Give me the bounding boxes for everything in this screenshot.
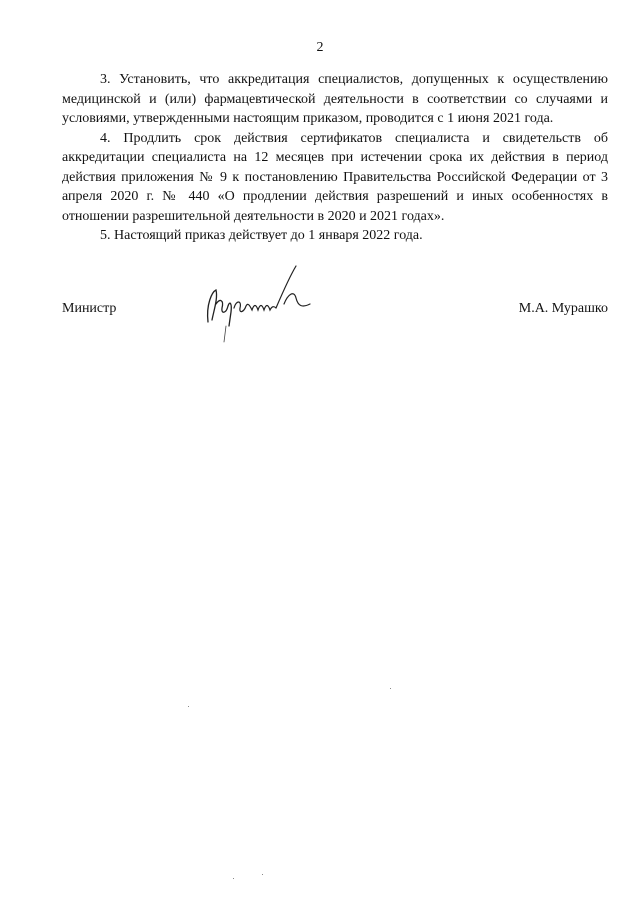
- page-number: 2: [316, 40, 324, 55]
- scan-speck: [262, 874, 263, 875]
- paragraph-5: 5. Настоящий приказ действует до 1 января 2022 года.: [100, 228, 423, 243]
- scan-speck: [233, 878, 234, 879]
- scan-speck: [390, 688, 391, 689]
- document-body: [62, 70, 608, 246]
- signer-title: Министр: [62, 301, 117, 316]
- signer-name: М.А. Мурашко: [518, 301, 608, 316]
- signature-block: [62, 294, 608, 334]
- scan-speck: [188, 706, 189, 707]
- paragraph-3: 3. Установить, что аккредитация специалистов, допущенных к осуществлению медицинской и (или) фармацевтической деятельности в соответствии со случаями и условиями, утвержденными настоящим приказом, проводится с 1 июня 2021 года.: [62, 72, 608, 126]
- handwritten-signature: [198, 264, 318, 344]
- paragraph-4: 4. Продлить срок действия сертификатов специалиста и свидетельств об аккредитации специалиста на 12 месяцев при истечении срока их действия в период действия приложения № 9 к постановлению Правительства Российской Федерации от 3 апреля 2020 г. № 440 «О продлении действия разрешений и иных особенностях в отношении разрешительной деятельности в 2020 и 2021 годах».: [62, 130, 608, 224]
